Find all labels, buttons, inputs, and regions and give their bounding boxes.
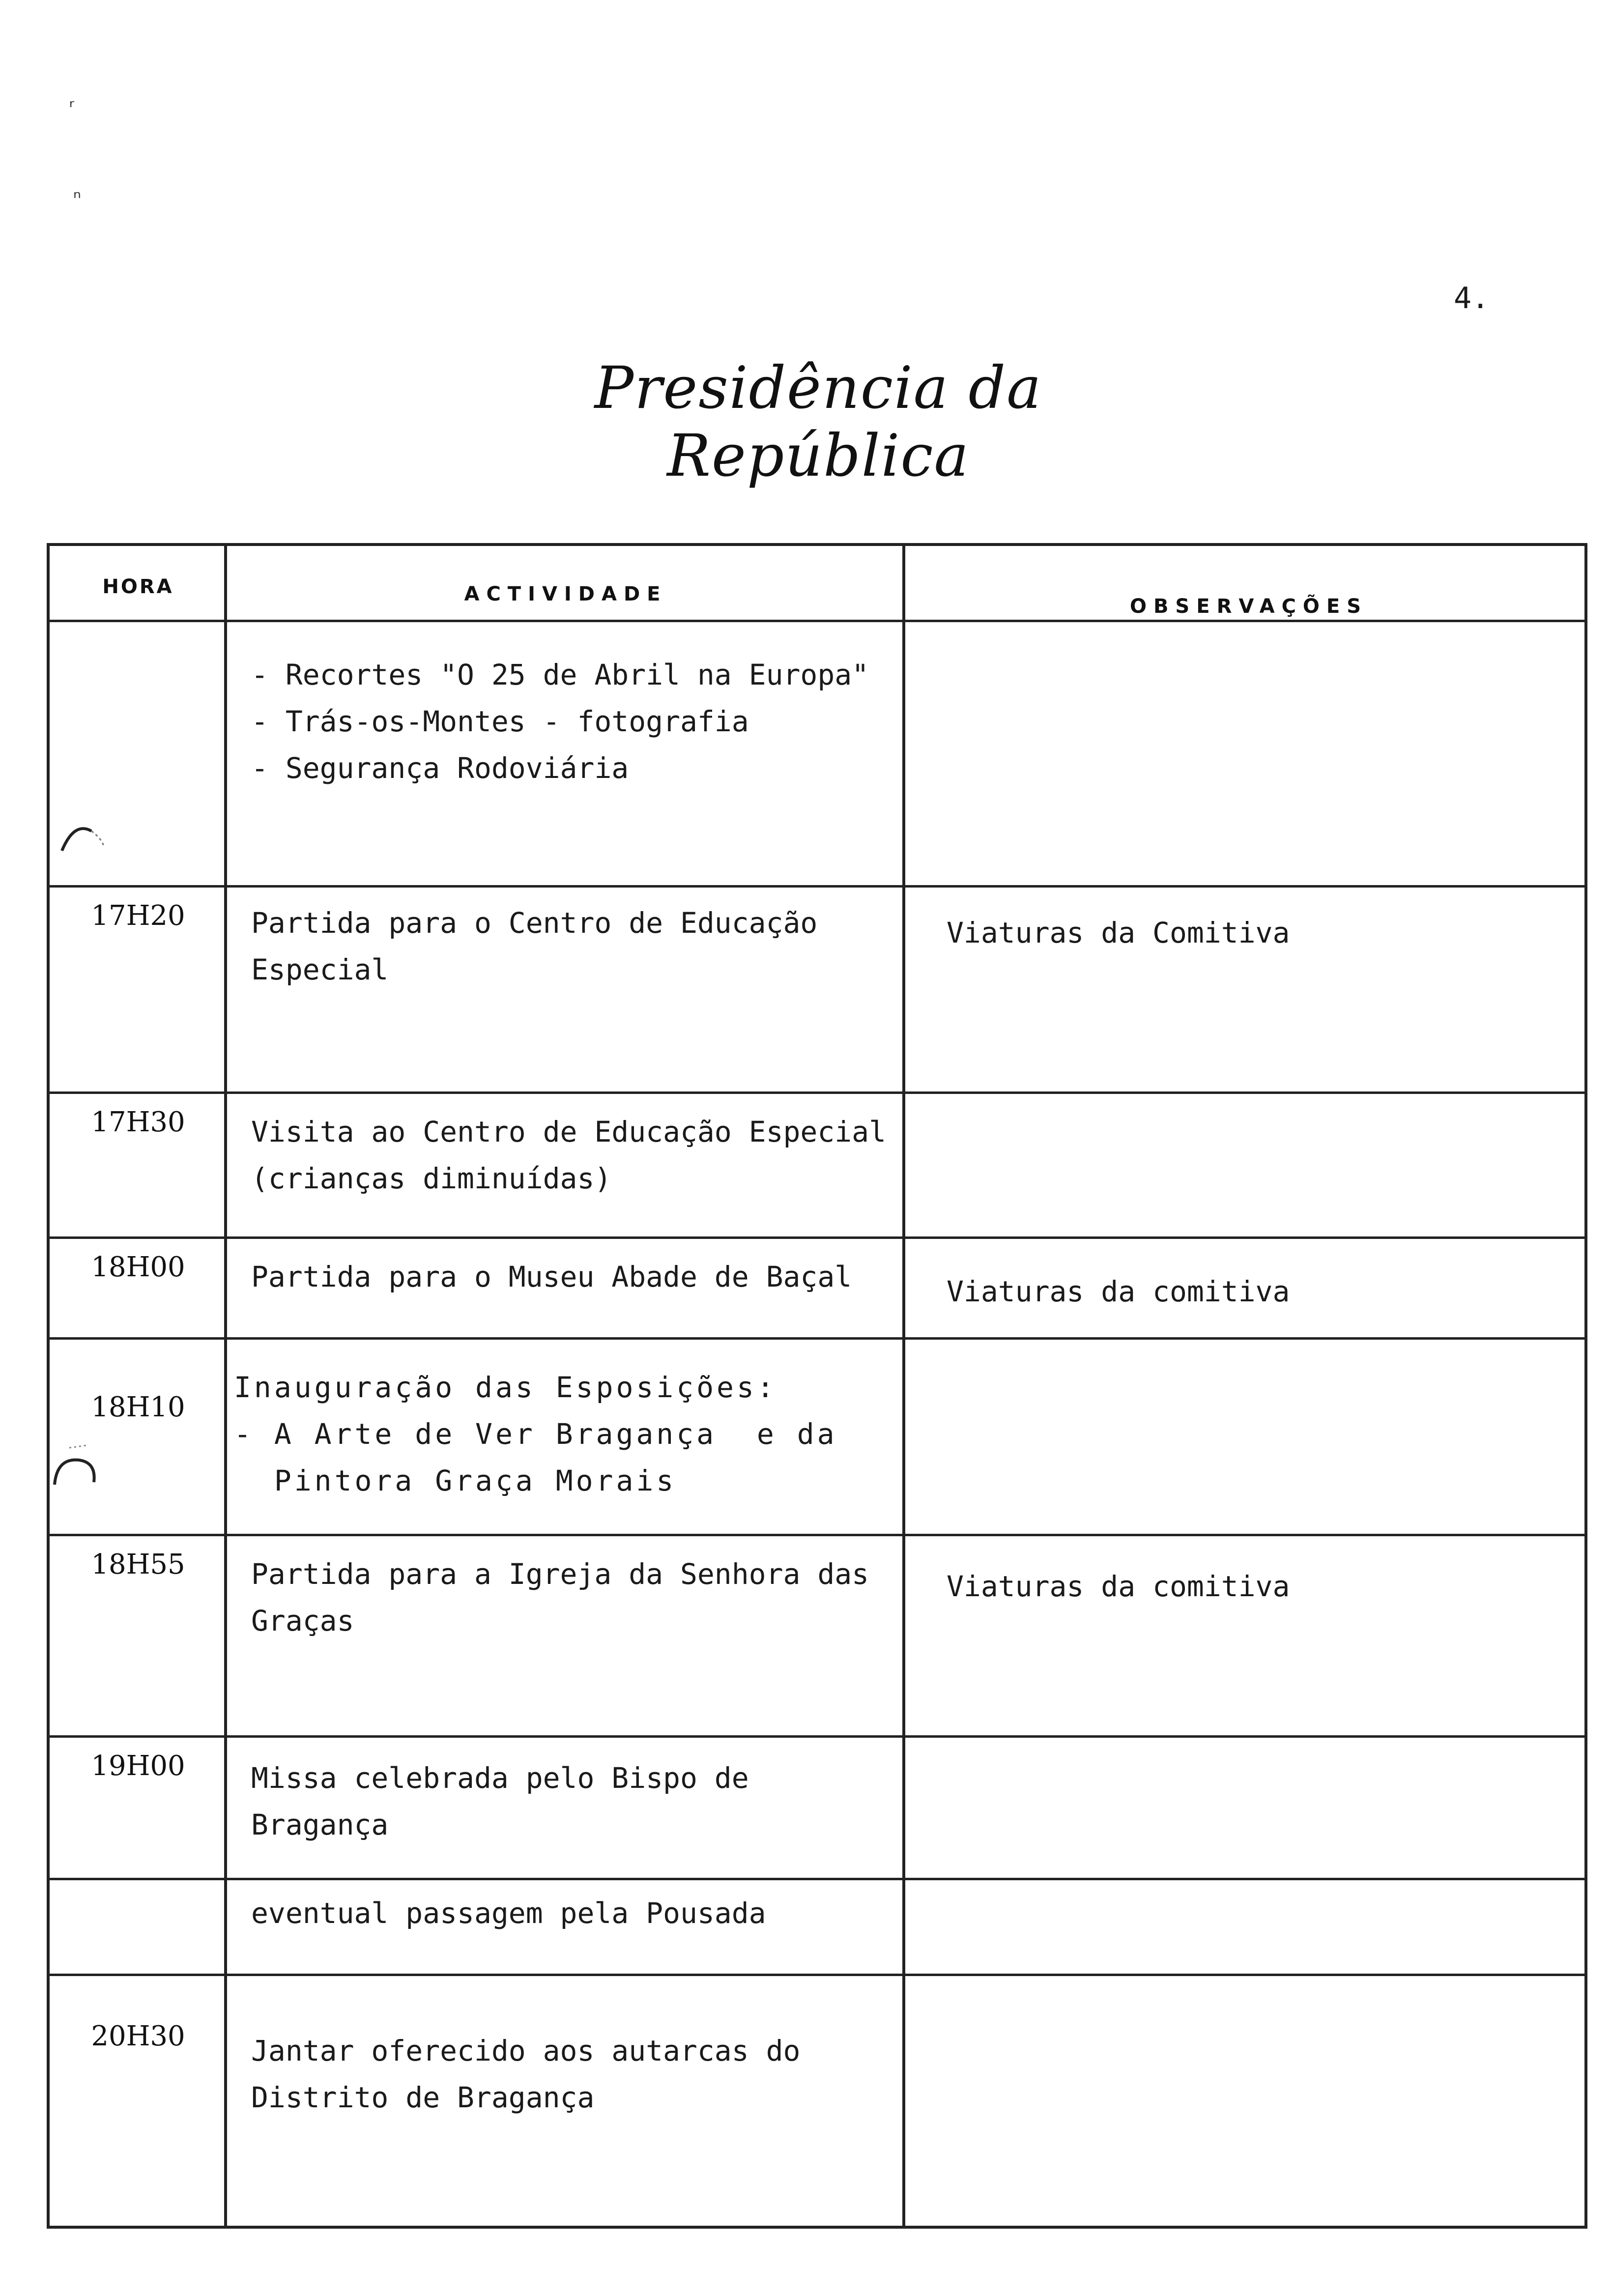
row-observation: Viaturas da Comitiva xyxy=(947,916,1290,949)
row-activity: Partida para a Igreja da Senhora das Graças xyxy=(251,1557,869,1637)
row-time: 17H30 xyxy=(91,1106,185,1138)
row-activity: Inauguração das Esposições: - A Arte de Ver Bragança e da Pintora Graça Morais xyxy=(234,1371,837,1497)
row-divider xyxy=(50,1974,1584,1976)
header-actividade: ACTIVIDADE xyxy=(464,583,667,605)
row-activity: Partida para o Centro de Educação Especial xyxy=(251,906,818,986)
row-time: 18H10 xyxy=(91,1391,185,1423)
row-time: 18H55 xyxy=(91,1549,185,1580)
row-activity: eventual passagem pela Pousada xyxy=(251,1896,766,1930)
row-observation: Viaturas da comitiva xyxy=(947,1570,1290,1603)
scan-mark: ⁿ xyxy=(71,187,84,209)
page-number: 4. xyxy=(1454,281,1490,316)
row-activity: Visita ao Centro de Educação Especial (crianças diminuídas) xyxy=(251,1115,887,1195)
handwritten-check-mark xyxy=(50,1438,109,1492)
scan-mark: ʳ xyxy=(66,96,79,118)
row-activity: Partida para o Museu Abade de Baçal xyxy=(251,1260,852,1293)
schedule-table xyxy=(47,543,1587,2229)
row-divider xyxy=(50,1735,1584,1738)
header-observacoes: OBSERVAÇÕES xyxy=(1129,595,1368,618)
row-divider xyxy=(50,1878,1584,1880)
letterhead-title: Presidência da República xyxy=(594,354,1042,489)
row-activity: Jantar oferecido aos autarcas do Distrito de Bragança xyxy=(251,2034,801,2114)
row-time: 20H30 xyxy=(91,2020,185,2052)
row-divider xyxy=(50,885,1584,888)
row-time: 17H20 xyxy=(91,900,185,932)
row-activity: Missa celebrada pelo Bispo de Bragança xyxy=(251,1761,749,1841)
row-time: 18H00 xyxy=(91,1251,185,1283)
row-activity: - Recortes "O 25 de Abril na Europa" - Trás-os-Montes - fotografia - Segurança Rodoviária xyxy=(251,658,869,785)
row-time: 19H00 xyxy=(91,1750,185,1782)
row-divider xyxy=(50,620,1584,622)
header-hora: HORA xyxy=(102,575,174,598)
handwritten-check-mark xyxy=(55,811,114,865)
row-divider xyxy=(50,1337,1584,1340)
row-divider xyxy=(50,1534,1584,1536)
row-divider xyxy=(50,1236,1584,1239)
row-divider xyxy=(50,1091,1584,1094)
row-observation: Viaturas da comitiva xyxy=(947,1275,1290,1308)
